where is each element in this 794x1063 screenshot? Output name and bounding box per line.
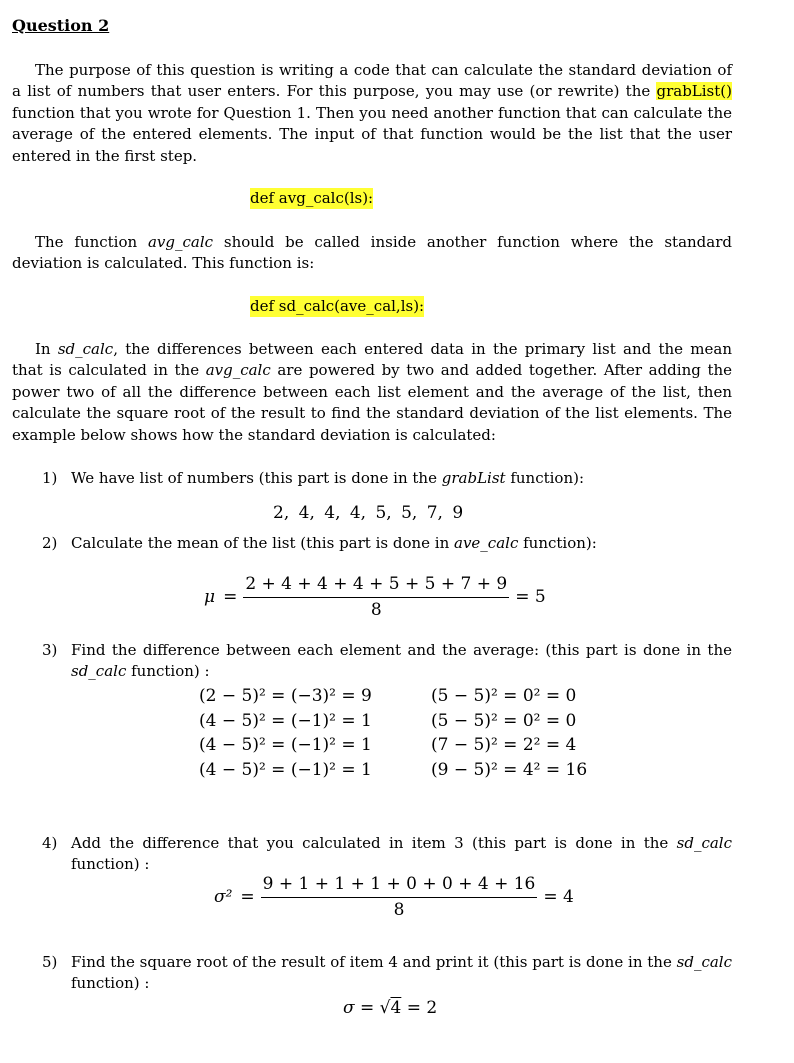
step-4-text: [71, 833, 732, 876]
step-5-text-b: function) :: [71, 974, 150, 993]
step-5-number: 5): [42, 953, 58, 971]
step-2-text: [71, 533, 732, 554]
step-5-text-a: Find the square root of the result of item 4 and print it (this part is done in the: [71, 953, 677, 971]
intro-paragraph: [12, 60, 732, 167]
step-1-text-b: function):: [505, 469, 585, 487]
para-three-text-3: are powered by two and added together. After adding the power two of all the difference between each list element and the average of the list, then calculate the square root of the result to find the standard deviation of the list elements. The example below shows how the standard deviation is calculated:: [12, 361, 733, 444]
step-3-text-a: Find the difference between each element and the average: (this part is done in the: [71, 641, 732, 659]
variance-denominator: 8: [393, 900, 405, 921]
step-3-text: [71, 640, 732, 683]
mean-fraction: [243, 574, 509, 622]
step-1: [42, 468, 732, 489]
square-row: (7 − 5)² = 2² = 4: [431, 735, 577, 755]
sqrt-result: = 2: [401, 998, 438, 1018]
step-4-func: sd_calc: [676, 834, 732, 852]
intro-text-1: The purpose of this question is writing a code that can calculate the standard deviation of a list of numbers that user enters. For this purpose, you may use (or rewrite) the: [12, 61, 732, 101]
mean-equals: =: [223, 587, 238, 608]
question-heading: Question 2: [12, 16, 110, 35]
avg-calc-ref-2: avg_calc: [205, 361, 271, 380]
sd-calc-signature: def sd_calc(ave_cal,ls):: [250, 296, 424, 317]
variance-equation: [214, 874, 574, 922]
step-3-number: 3): [42, 641, 58, 659]
step-4-number: 4): [42, 834, 58, 852]
square-row: (4 − 5)² = (−1)² = 1: [199, 735, 372, 755]
step-1-text: [71, 468, 732, 489]
variance-numerator: 9 + 1 + 1 + 1 + 0 + 0 + 4 + 16: [261, 874, 538, 898]
square-row: (5 − 5)² = 0² = 0: [431, 710, 577, 731]
mean-symbol: μ: [204, 587, 216, 608]
para-two-text-2: should be called inside another function where the standard deviation is calculated. This function is:: [12, 233, 732, 273]
square-row: (4 − 5)² = (−1)² = 1: [199, 710, 372, 731]
step-4-text-b: function) :: [71, 855, 150, 874]
para-three-text-1: In: [35, 340, 58, 358]
sqrt-sign: √: [379, 998, 391, 1018]
squares-right-column: [431, 684, 587, 782]
step-2-func: ave_calc: [454, 534, 519, 552]
variance-symbol: σ²: [214, 887, 233, 908]
grablist-highlight: grabList(): [656, 82, 732, 101]
sd-calc-ref: sd_calc: [57, 340, 114, 358]
step-3: [42, 640, 732, 683]
step-5: [42, 952, 732, 995]
number-list: 2, 4, 4, 4, 5, 5, 7, 9: [273, 503, 464, 523]
step-5-func: sd_calc: [676, 953, 732, 971]
second-paragraph: [12, 232, 732, 275]
mean-result: = 5: [515, 587, 546, 608]
step-5-text: [71, 952, 732, 995]
square-row: (9 − 5)² = 4² = 16: [431, 759, 588, 780]
sigma-lhs: σ =: [343, 998, 380, 1018]
variance-fraction: [261, 874, 538, 922]
square-row: (5 − 5)² = 0² = 0: [431, 686, 577, 706]
sqrt-equation: [343, 998, 437, 1019]
square-row: (2 − 5)² = (−3)² = 9: [199, 686, 372, 706]
step-4: [42, 833, 732, 876]
intro-text-2: function that you wrote for Question 1. Then you need another function that can calculate the average of the entered elements. The input of that function would be the list that the user entered in the first step.: [12, 103, 732, 165]
mean-equation: [204, 574, 546, 622]
variance-equals: =: [240, 887, 255, 908]
step-2-text-a: Calculate the mean of the list (this part is done in: [71, 534, 455, 552]
mean-denominator: 8: [370, 600, 382, 621]
step-2: [42, 533, 732, 554]
step-1-number: 1): [42, 469, 58, 487]
squares-left-column: [199, 684, 372, 782]
third-paragraph: [12, 339, 732, 446]
variance-result: = 4: [543, 887, 574, 908]
para-three-text-2: , the differences between each entered data in the primary list and the mean that is calculated in the: [12, 340, 733, 380]
step-3-func: sd_calc: [71, 662, 127, 681]
step-1-text-a: We have list of numbers (this part is done in the: [71, 469, 442, 487]
step-2-number: 2): [42, 534, 58, 552]
mean-numerator: 2 + 4 + 4 + 4 + 5 + 5 + 7 + 9: [243, 574, 509, 598]
step-1-func: grabList: [441, 469, 506, 487]
para-two-text-1: The function: [35, 233, 148, 251]
avg-calc-ref: avg_calc: [147, 233, 214, 251]
step-2-text-b: function):: [518, 534, 597, 552]
step-3-text-b: function) :: [126, 662, 210, 681]
square-row: (4 − 5)² = (−1)² = 1: [199, 759, 372, 780]
avg-calc-signature: def avg_calc(ls):: [250, 188, 373, 209]
sqrt-radicand: 4: [390, 998, 402, 1018]
step-4-text-a: Add the difference that you calculated in item 3 (this part is done in the: [71, 834, 677, 852]
